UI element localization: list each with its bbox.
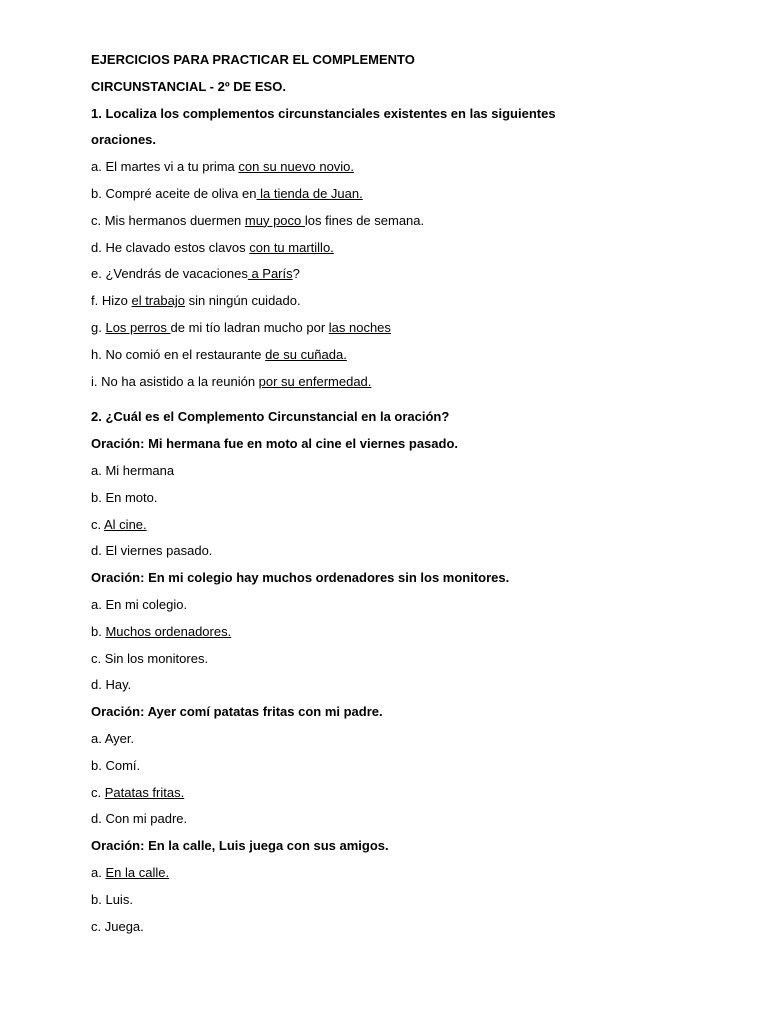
exercise-1-sentence [91, 239, 691, 257]
option-text: En moto. [105, 489, 158, 505]
exercise-1-sentence [91, 158, 691, 176]
underlined-complement: la tienda de Juan. [256, 185, 363, 201]
option-text: Juega. [104, 918, 144, 934]
underlined-answer: Muchos ordenadores. [105, 623, 232, 639]
underlined-complement: Los perros [105, 319, 171, 335]
option-text: Ayer. [104, 730, 135, 746]
underlined-complement: muy poco [244, 212, 305, 228]
sentence-text: h. No comió en el restaurante [91, 346, 266, 362]
option-letter: a. [91, 864, 106, 880]
sentence-text: los fines de semana. [304, 212, 425, 228]
option-letter: c. [91, 918, 105, 934]
answer-option [91, 757, 691, 775]
question-sentence: Oración: Ayer comí patatas fritas con mi padre. [91, 704, 383, 720]
answer-option [91, 784, 691, 802]
sentence-text: i. No ha asistido a la reunión [91, 373, 259, 389]
option-letter: c. [91, 650, 105, 666]
option-letter: a. [91, 462, 106, 478]
sentence-text: f. Hizo [91, 293, 132, 309]
underlined-complement: de su cuñada. [265, 346, 347, 362]
answer-option [91, 676, 691, 694]
underlined-complement: con tu martillo. [249, 239, 334, 255]
sentence-text: sin ningún cuidado. [184, 293, 301, 309]
question-sentence: Oración: En mi colegio hay muchos ordenadores sin los monitores. [91, 570, 510, 586]
answer-option [91, 918, 691, 936]
question-sentence: Oración: En la calle, Luis juega con sus amigos. [91, 838, 389, 854]
exercise-1-sentence [91, 319, 691, 337]
option-letter: d. [91, 677, 106, 693]
underlined-answer: Al cine. [104, 516, 147, 532]
option-text: Mi hermana [105, 462, 175, 478]
sentence-text: d. He clavado estos clavos [91, 239, 250, 255]
exercise-1-heading-line-2: oraciones. [91, 132, 157, 148]
sentence-text: e. ¿Vendrás de vacaciones [91, 266, 248, 282]
document-page [91, 51, 691, 944]
exercise-1-sentence [91, 373, 691, 391]
option-text: En mi colegio. [105, 596, 188, 612]
option-text: Sin los monitores. [104, 650, 209, 666]
option-letter: b. [91, 891, 106, 907]
exercise-2-heading: 2. ¿Cuál es el Complemento Circunstancial en la oración? [91, 409, 450, 425]
option-letter: d. [91, 811, 106, 827]
option-letter: c. [91, 516, 105, 532]
answer-option [91, 516, 691, 534]
answer-option [91, 810, 691, 828]
option-text: Hay. [105, 677, 132, 693]
option-text: Con mi padre. [105, 811, 188, 827]
answer-option [91, 596, 691, 614]
answer-option [91, 864, 691, 882]
sentence-text: g. [91, 319, 106, 335]
answer-option [91, 489, 691, 507]
underlined-answer: En la calle. [105, 864, 170, 880]
option-letter: b. [91, 757, 106, 773]
sentence-text: a. El martes vi a tu prima [91, 159, 239, 175]
answer-option [91, 542, 691, 560]
exercise-2-question-list [91, 435, 691, 935]
option-letter: d. [91, 543, 106, 559]
option-letter: c. [91, 784, 105, 800]
sentence-text: de mi tío ladran mucho por [170, 319, 329, 335]
option-letter: a. [91, 730, 105, 746]
option-text: Luis. [105, 891, 133, 907]
question-sentence: Oración: Mi hermana fue en moto al cine el viernes pasado. [91, 436, 458, 452]
sentence-text: ? [292, 266, 300, 282]
option-letter: a. [91, 596, 106, 612]
option-text: El viernes pasado. [105, 543, 213, 559]
sentence-text: b. Compré aceite de oliva en [91, 185, 257, 201]
exercise-1-heading-line-1: 1. Localiza los complementos circunstanciales existentes en las siguientes [91, 105, 556, 121]
underlined-complement: con su nuevo novio. [238, 159, 355, 175]
option-text: Comí. [105, 757, 141, 773]
exercise-1-sentence [91, 265, 691, 283]
exercise-1-sentence [91, 292, 691, 310]
answer-option [91, 650, 691, 668]
underlined-answer: Patatas fritas. [104, 784, 185, 800]
exercise-1-sentence-list [91, 158, 691, 390]
document-title-line-1: EJERCICIOS PARA PRACTICAR EL COMPLEMENTO [91, 52, 415, 67]
sentence-text: c. Mis hermanos duermen [91, 212, 245, 228]
underlined-complement: por su enfermedad. [258, 373, 372, 389]
answer-option [91, 730, 691, 748]
exercise-1-sentence [91, 185, 691, 203]
option-letter: b. [91, 623, 106, 639]
option-letter: b. [91, 489, 106, 505]
underlined-complement: las noches [328, 319, 391, 335]
section-spacer [91, 399, 691, 408]
exercise-1-sentence [91, 346, 691, 364]
answer-option [91, 891, 691, 909]
underlined-complement: el trabajo [131, 293, 185, 309]
answer-option [91, 623, 691, 641]
underlined-complement: a París [247, 266, 293, 282]
answer-option [91, 462, 691, 480]
document-title-line-2: CIRCUNSTANCIAL - 2º DE ESO. [91, 78, 286, 94]
exercise-1-sentence [91, 212, 691, 230]
